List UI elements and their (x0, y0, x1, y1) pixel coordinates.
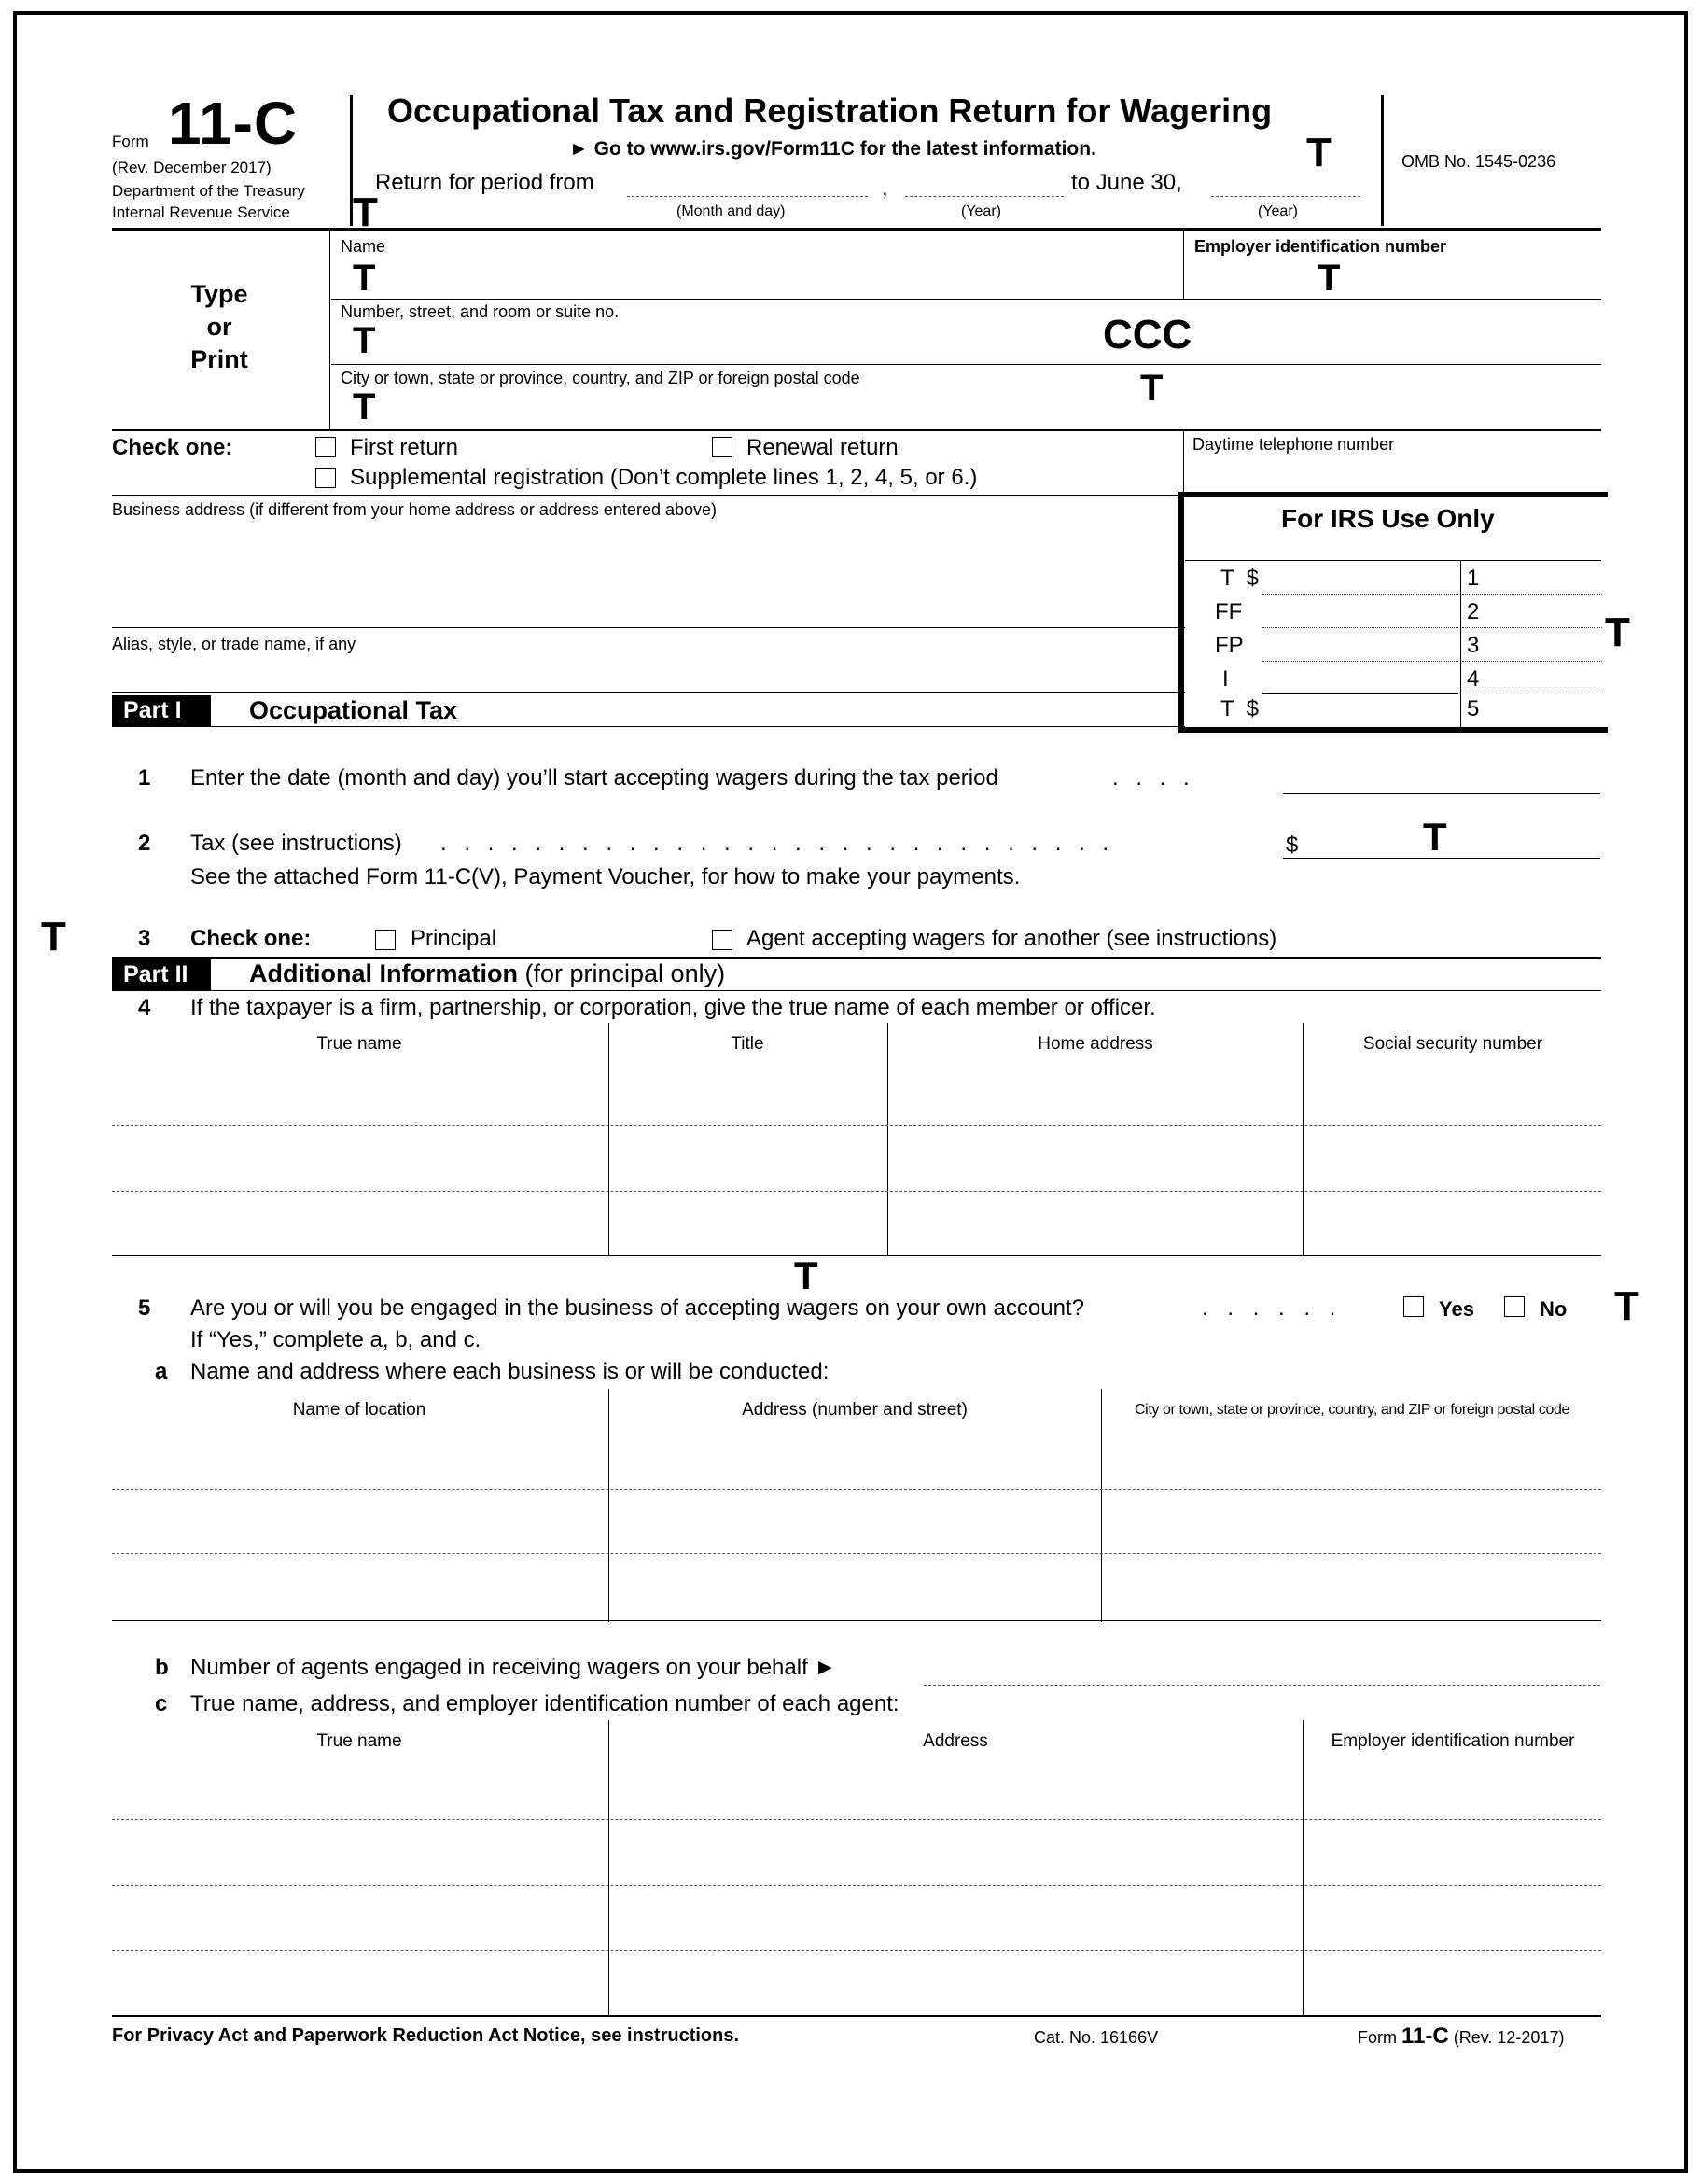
line3-number: 3 (138, 926, 151, 951)
no-label: No (1540, 1297, 1568, 1321)
name-label: Name (341, 237, 386, 256)
table-row[interactable] (112, 1755, 1601, 1820)
first-return-checkbox[interactable] (315, 437, 336, 457)
t-mark: T (794, 1253, 818, 1297)
part2-title-suffix: (for principal only) (524, 959, 726, 987)
table-row[interactable] (112, 1952, 1601, 2017)
phone-label: Daytime telephone number (1192, 435, 1395, 454)
line2-number: 2 (138, 831, 151, 856)
line5-leader: . . . . . . (1202, 1295, 1343, 1321)
phone-field[interactable] (1185, 455, 1600, 493)
line5a-letter: a (155, 1359, 168, 1384)
table-row[interactable] (112, 1064, 1601, 1126)
city-field[interactable] (331, 387, 1600, 428)
irs-field (1262, 693, 1458, 694)
line4-text: If the taxpayer is a firm, partnership, or corporation, give the true name of each member or officer. (190, 995, 1156, 1020)
department: Department of the Treasury (112, 182, 305, 200)
irs-num-line (1462, 594, 1602, 595)
form-reference: Form 11-C (Rev. 12-2017) (1358, 2023, 1565, 2049)
rule (112, 957, 1601, 959)
revision-date: (Rev. December 2017) (112, 159, 272, 176)
table-row[interactable] (112, 1127, 1601, 1192)
name-field[interactable] (331, 230, 1182, 299)
column-header: Address (number and street) (742, 1400, 968, 1420)
irs-num: 5 (1467, 696, 1480, 721)
column-header: Social security number (1362, 1034, 1543, 1054)
rule (112, 429, 1601, 431)
line5-sub: If “Yes,” complete a, b, and c. (190, 1327, 481, 1352)
t-mark: T (1605, 609, 1630, 655)
supplemental-label: Supplemental registration (Don’t complete lines 1, 2, 4, 5, or 6.) (350, 465, 978, 490)
line2-leader: . . . . . . . . . . . . . . . . . . . . . . . . . . . . . (440, 831, 1115, 856)
t-mark: T (353, 258, 376, 299)
part2-title-row (249, 959, 725, 988)
line2-text: Tax (see instructions) (190, 831, 402, 856)
ccc-mark: CCC (1103, 312, 1192, 357)
irs-num-line (1462, 627, 1602, 628)
first-return-label: First return (350, 435, 459, 460)
return-period-label: Return for period from (375, 170, 594, 195)
rule (112, 627, 1185, 628)
column-header: City or town, state or province, country, and ZIP or foreign postal code (1135, 1402, 1569, 1418)
irs-num-divider (1460, 560, 1461, 728)
line1-text: Enter the date (month and day) you’ll start accepting wagers during the tax period (190, 765, 998, 791)
year-caption-1: (Year) (961, 203, 1001, 219)
line1-number: 1 (138, 765, 151, 791)
yes-label: Yes (1439, 1297, 1474, 1321)
month-day-caption: (Month and day) (676, 203, 786, 219)
type-or-print: Type or Print (190, 280, 248, 373)
line2-note: See the attached Form 11-C(V), Payment Voucher, for how to make your payments. (190, 864, 1021, 889)
renewal-return-label: Renewal return (746, 435, 899, 460)
irs-num-line (1462, 661, 1602, 662)
phone-divider (1183, 429, 1184, 495)
dollar-sign: $ (1286, 833, 1299, 858)
line5b-text: Number of agents engaged in receiving wagers on your behalf ► (190, 1655, 837, 1680)
t-mark: T (41, 914, 66, 959)
irs-field (1262, 661, 1458, 662)
principal-checkbox[interactable] (375, 930, 396, 950)
privacy-notice: For Privacy Act and Paperwork Reduction Act Notice, see instructions. (112, 2025, 740, 2046)
column-header: Address (923, 1731, 988, 1751)
header-divider-right (1381, 95, 1384, 226)
column-header: Home address (1038, 1034, 1153, 1054)
column-header: Employer identification number (1331, 1731, 1575, 1751)
check-one-label: Check one: (112, 435, 233, 460)
cat-number: Cat. No. 16166V (1034, 2028, 1159, 2047)
irs-code: FF (1215, 599, 1243, 624)
t-mark: T (1140, 368, 1164, 409)
ein-label: Employer identification number (1194, 237, 1447, 256)
business-address-label: Business address (if different from your home address or address entered above) (112, 500, 717, 519)
form-title: Occupational Tax and Registration Return for Wagering (387, 91, 1273, 130)
no-checkbox[interactable] (1504, 1296, 1525, 1317)
principal-label: Principal (411, 926, 497, 951)
period-end-year-field[interactable] (1211, 196, 1360, 197)
to-june-label: to June 30, (1071, 170, 1182, 195)
rule (1185, 560, 1601, 561)
line5b-letter: b (155, 1655, 169, 1680)
period-year-field[interactable] (905, 196, 1064, 197)
rule (112, 990, 1601, 991)
column-header: True name (316, 1731, 402, 1751)
agent-label: Agent accepting wagers for another (see instructions) (746, 926, 1277, 951)
irs-code: T $ (1220, 566, 1259, 591)
irs-num: 1 (1467, 566, 1480, 591)
type-print-divider (329, 230, 330, 429)
table-row[interactable] (112, 1821, 1601, 1886)
table-row[interactable] (112, 1555, 1601, 1621)
irs-num: 4 (1467, 666, 1480, 692)
service: Internal Revenue Service (112, 203, 290, 221)
business-address-field[interactable] (112, 521, 1180, 625)
t-mark: T (353, 320, 376, 361)
line1-leader: . . . . (1112, 765, 1195, 791)
table-row[interactable] (112, 1887, 1601, 1951)
ein-divider (1183, 230, 1184, 299)
table-row[interactable] (112, 1428, 1601, 1490)
supplemental-checkbox[interactable] (315, 468, 336, 488)
start-date-field[interactable] (1283, 761, 1600, 794)
agent-checkbox[interactable] (712, 930, 732, 950)
street-field[interactable] (331, 322, 1600, 363)
irs-num: 3 (1467, 633, 1480, 658)
year-caption-2: (Year) (1258, 203, 1298, 219)
t-mark: T (353, 189, 378, 235)
t-mark: T (353, 386, 376, 427)
form-number: 11-C (168, 90, 299, 157)
line5c-text: True name, address, and employer identification number of each agent: (190, 1691, 899, 1716)
line5-number: 5 (138, 1295, 151, 1321)
irs-field (1262, 627, 1458, 628)
rule (112, 495, 1185, 496)
ein-field[interactable] (1185, 257, 1600, 298)
t-mark: T (1318, 258, 1341, 299)
line5-text: Are you or will you be engaged in the business of accepting wagers on your own account? (190, 1295, 1084, 1321)
comma: , (882, 175, 888, 201)
rule (331, 364, 1601, 365)
line5c-letter: c (155, 1691, 168, 1716)
irs-field (1262, 594, 1458, 595)
omb-number: OMB No. 1545-0236 (1401, 152, 1556, 171)
city-label: City or town, state or province, country, and ZIP or foreign postal code (341, 369, 860, 387)
agent-count-field[interactable] (924, 1652, 1600, 1686)
column-header: Title (731, 1034, 764, 1054)
part2-title: Additional Information (249, 959, 518, 987)
irs-num: 2 (1467, 599, 1480, 624)
irs-code: I (1222, 666, 1229, 692)
alias-field[interactable] (112, 653, 1180, 691)
goto-instructions: ► Go to www.irs.gov/Form11C for the latest information. (569, 138, 1096, 160)
rule (112, 726, 1185, 727)
irs-code: T $ (1220, 696, 1259, 721)
form-label: Form (112, 133, 149, 150)
line5a-text: Name and address where each business is or will be conducted: (190, 1359, 830, 1384)
t-mark: T (1423, 815, 1447, 859)
part2-tag: Part II (112, 959, 211, 990)
column-header: Name of location (292, 1400, 426, 1420)
irs-code: FP (1215, 633, 1244, 658)
street-label: Number, street, and room or suite no. (341, 302, 620, 321)
renewal-return-checkbox[interactable] (712, 437, 732, 457)
part1-title: Occupational Tax (249, 696, 458, 724)
irs-use-only-title: For IRS Use Only (1281, 504, 1495, 533)
rule (331, 299, 1601, 300)
yes-checkbox[interactable] (1403, 1296, 1424, 1317)
alias-label: Alias, style, or trade name, if any (112, 635, 356, 653)
rule (112, 692, 1185, 693)
t-mark: T (1306, 130, 1332, 175)
column-header: True name (316, 1034, 402, 1054)
line4-number: 4 (138, 995, 151, 1020)
table-row[interactable] (112, 1193, 1601, 1256)
line3-check-one: Check one: (190, 926, 312, 951)
t-mark: T (1614, 1283, 1639, 1329)
period-month-day-field[interactable] (627, 196, 868, 197)
part1-tag: Part I (112, 695, 211, 726)
table-row[interactable] (112, 1491, 1601, 1554)
